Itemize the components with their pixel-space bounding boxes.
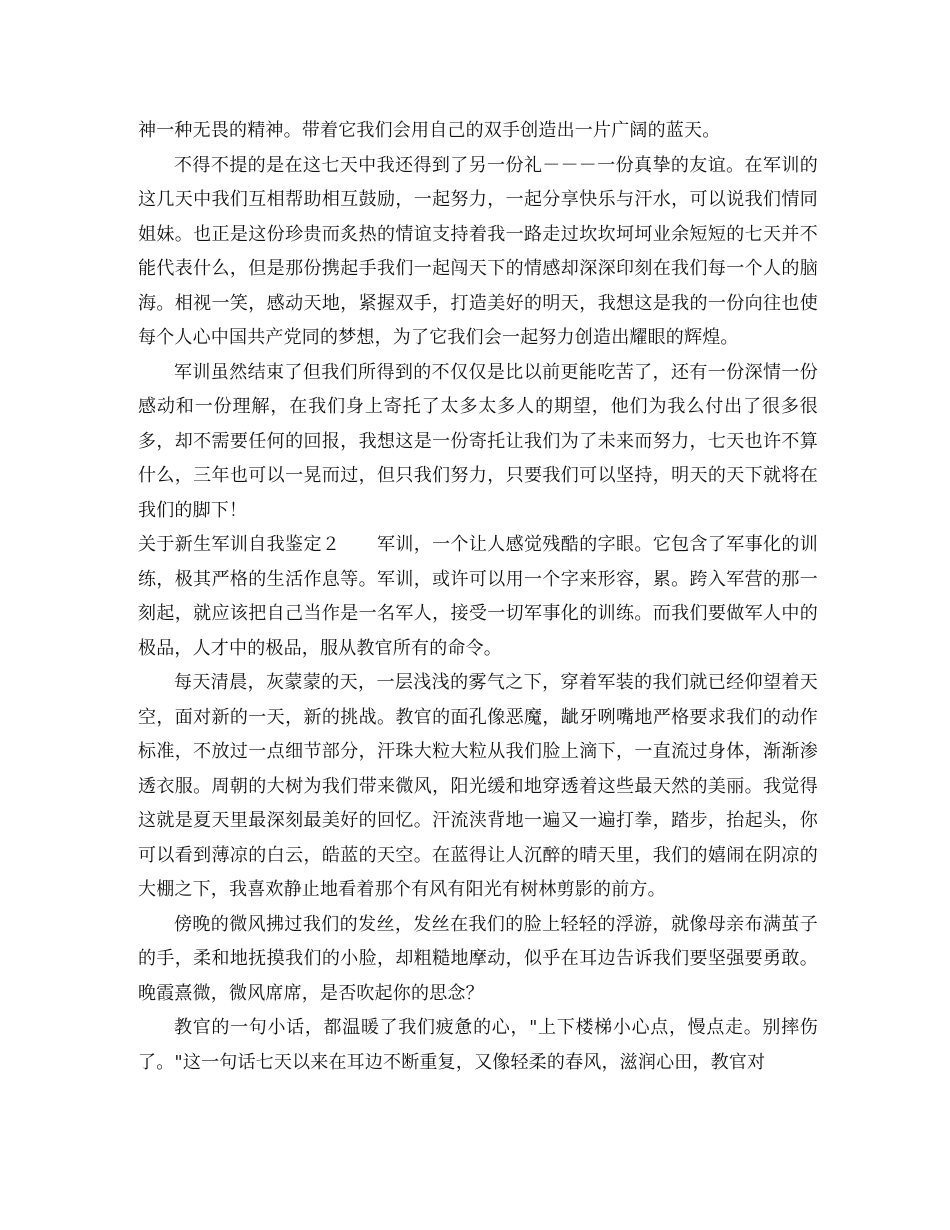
paragraph: 不得不提的是在这七天中我还得到了另一份礼－－－一份真挚的友谊。在军训的这几天中我们互相帮助相互鼓励，一起努力，一起分享快乐与汗水，可以说我们情同姐妹。也正是这份珍贵而炙热的情谊支持着我一路走过坎坎坷坷业余短短的七天并不能代表什么，但是那份携起手我们一起闯天下的情感却深深印刻在我们每一个人的脑海。相视一笑，感动天地，紧握双手，打造美好的明天，我想这是我的一份向往也使每个人心中国共产党同的梦想，为了它我们会一起努力创造出耀眼的辉煌。 — [138, 154, 818, 348]
section-spacer — [340, 534, 377, 555]
section-paragraph — [138, 528, 818, 666]
section-text: 军训，一个让人感觉残酷的字眼。它包含了军事化的训练，极其严格的生活作息等。军训，或许可以用一个字来形容，累。跨入军营的那一刻起，就应该把自己当作是一名军人，接受一切军事化的训练。而我们要做军人中的极品，人才中的极品，服从教官所有的命令。 — [138, 534, 818, 659]
paragraph: 军训虽然结束了但我们所得到的不仅仅是比以前更能吃苦了，还有一份深情一份感动和一份理解，在我们身上寄托了太多太多人的期望，他们为我么付出了很多很多，却不需要任何的回报，我想这是一份寄托让我们为了未来而努力，七天也许不算什么，三年也可以一晃而过，但只我们努力，只要我们可以坚持，明天的天下就将在我们的脚下！ — [138, 361, 818, 521]
paragraph: 傍晚的微风拂过我们的发丝，发丝在我们的脸上轻轻的浮游，就像母亲布满茧子的手，柔和地抚摸我们的小脸，却粗糙地摩动，似乎在耳边告诉我们要坚强要勇敢。晚霞熹微，微风席席，是否吹起你的思念？ — [138, 913, 818, 1004]
paragraph-continuation: 神一种无畏的精神。带着它我们会用自己的双手创造出一片广阔的蓝天。 — [138, 120, 721, 141]
document-body — [138, 114, 818, 1080]
paragraph: 每天清晨，灰蒙蒙的天，一层浅浅的雾气之下，穿着军装的我们就已经仰望着天空，面对新的一天，新的挑战。教官的面孔像恶魔，龇牙咧嘴地严格要求我们的动作标准，不放过一点细节部分，汗珠大粒大粒从我们脸上滴下，一直流过身体，渐渐渗透衣服。周朝的大树为我们带来微风，阳光缓和地穿透着这些最天然的美丽。我觉得这就是夏天里最深刻最美好的回忆。汗流浃背地一遍又一遍打拳，踏步，抬起头，你可以看到薄凉的白云，皓蓝的天空。在蓝得让人沉醉的晴天里，我们的嬉闹在阴凉的大棚之下，我喜欢静止地看着那个有风有阳光有树林剪影的前方。 — [138, 672, 818, 900]
paragraph: 教官的一句小话，都温暖了我们疲惫的心，"上下楼梯小心点，慢点走。别摔伤了。"这一句话七天以来在耳边不断重复，又像轻柔的春风，滋润心田，教官对 — [138, 1017, 818, 1073]
section-heading: 关于新生军训自我鉴定２ — [138, 534, 341, 555]
